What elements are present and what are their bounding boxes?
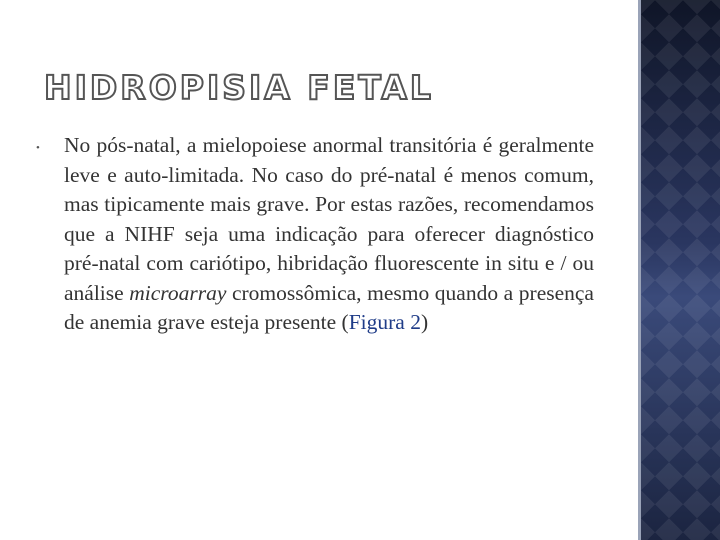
body-paragraph	[64, 131, 594, 338]
body-text-part1: No pós-natal, a mielopoiese anormal transitória é geralmente leve e auto-limitada. No caso do pré-natal é menos comum, mas tipicamente mais grave. Por estas razões, recomendamos que a NIHF seja uma indicação para oferecer diagnóstico pré-natal com cariótipo, hibridação fluorescente in situ e / ou análise	[64, 133, 594, 305]
figure-link[interactable]: Figura 2	[348, 310, 421, 334]
decorative-side-panel	[641, 0, 720, 540]
body-text-italic: microarray	[129, 280, 227, 305]
slide-title: HIDROPISIA FETAL	[44, 68, 434, 107]
body-text-part2: cromossômica, mesmo quando a presença de anemia grave esteja presente (	[64, 280, 594, 334]
body-text-part3: )	[420, 310, 429, 334]
bullet-marker: •	[36, 142, 40, 154]
